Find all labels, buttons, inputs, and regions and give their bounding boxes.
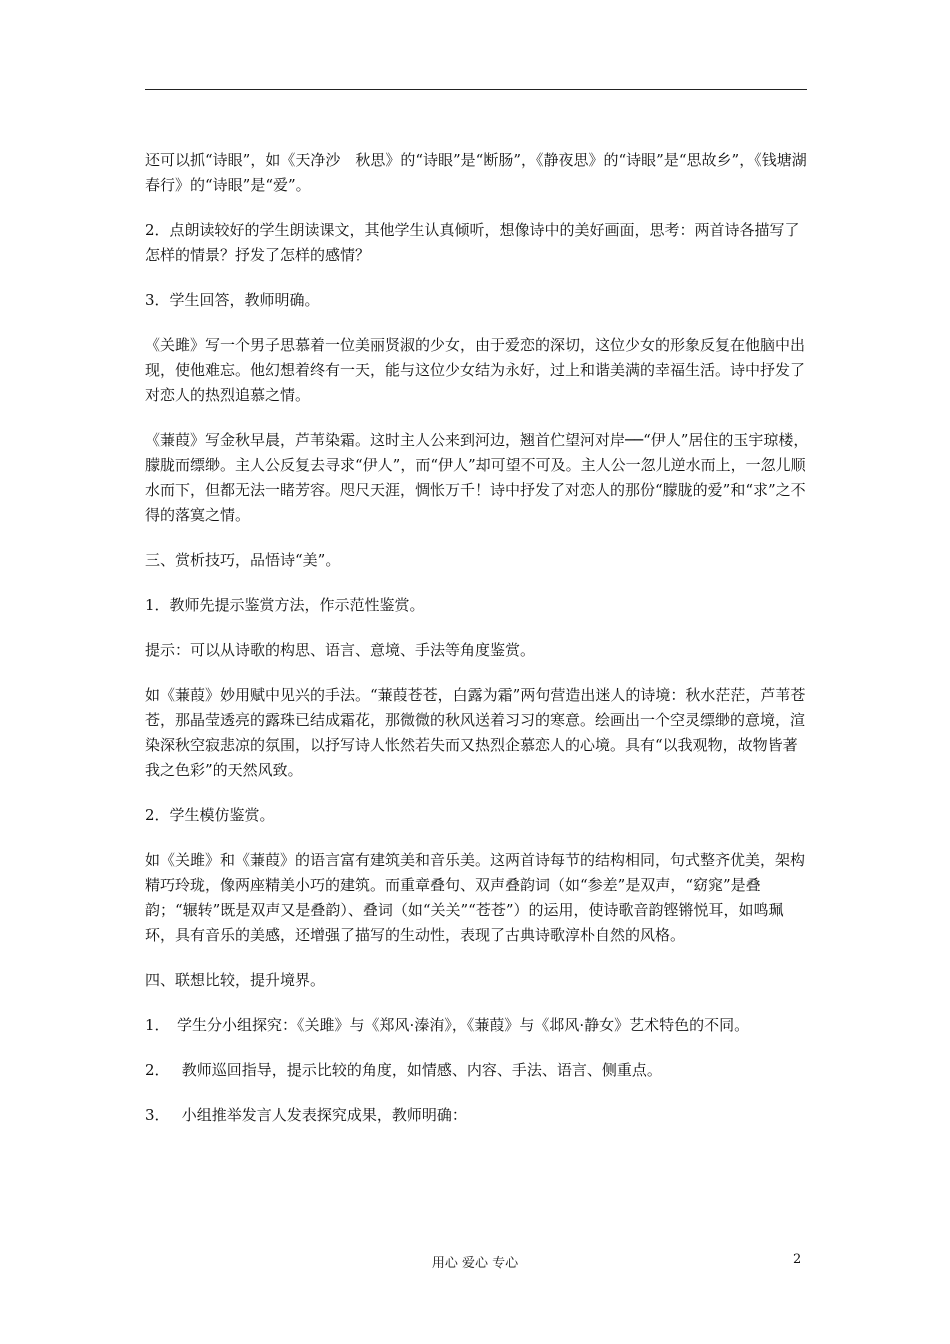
document-body	[145, 148, 809, 1148]
paragraph: 还可以抓“诗眼”，如《天净沙 秋思》的“诗眼”是“断肠”，《静夜思》的“诗眼”是“思故乡”，《钱塘湖春行》的“诗眼”是“爱”。	[145, 151, 807, 194]
list-item: 3． 小组推举发言人发表探究成果，教师明确：	[145, 1106, 467, 1124]
section-heading: 三、赏析技巧，品悟诗“美”。	[145, 551, 341, 569]
paragraph: 如《蒹葭》妙用赋中见兴的手法。“蒹葭苍苍，白露为霜”两句营造出迷人的诗境：秋水茫茫，芦苇苍苍，那晶莹透亮的露珠已结成霜花，那微微的秋风送着习习的寒意。绘画出一个空灵缥缈的意境，渲染深秋空寂悲凉的氛围，以抒写诗人怅然若失而又热烈企慕恋人的心境。具有“以我观物，故物皆著我之色彩”的天然风致。	[145, 686, 806, 779]
paragraph: 《关雎》写一个男子思慕着一位美丽贤淑的少女，由于爱恋的深切，这位少女的形象反复在他脑中出现，使他难忘。他幻想着终有一天，能与这位少女结为永好，过上和谐美满的幸福生活。诗中抒发了对恋人的热烈追慕之情。	[145, 336, 806, 404]
paragraph: 提示：可以从诗歌的构思、语言、意境、手法等角度鉴赏。	[145, 641, 536, 659]
list-item: 2． 教师巡回指导，提示比较的角度，如情感、内容、手法、语言、侧重点。	[145, 1061, 662, 1079]
list-item: 1． 学生分小组探究：《关雎》与《郑风·溱洧》，《蒹葭》与《邶风·静女》艺术特色的不同。	[145, 1016, 750, 1034]
section-heading: 四、联想比较，提升境界。	[145, 971, 326, 989]
paragraph: 2．点朗读较好的学生朗读课文，其他学生认真倾听，想像诗中的美好画面，思考：两首诗各描写了怎样的情景？抒发了怎样的感情？	[145, 221, 800, 264]
paragraph: 2．学生模仿鉴赏。	[145, 806, 275, 824]
paragraph: 如《关雎》和《蒹葭》的语言富有建筑美和音乐美。这两首诗每节的结构相同，句式整齐优美，架构精巧玲珑，像两座精美小巧的建筑。而重章叠句、双声叠韵词（如“参差”是双声，“窈窕”是叠韵；“辗转”既是双声又是叠韵）、叠词（如“关关”“苍苍”）的运用，使诗歌音韵铿锵悦耳，如鸣珮环，具有音乐的美感，还增强了描写的生动性，表现了古典诗歌淳朴自然的风格。	[145, 851, 806, 944]
paragraph: 《蒹葭》写金秋早晨，芦苇染霜。这时主人公来到河边，翘首伫望河对岸──“伊人”居住的玉宇琼楼，朦胧而缥缈。主人公反复去寻求“伊人”，而“伊人”却可望不可及。主人公一忽儿逆水而上，一忽儿顺水而下，但都无法一睹芳容。咫尺天涯，惆怅万千！诗中抒发了对恋人的那份“朦胧的爱”和“求”之不得的落寞之情。	[145, 431, 809, 524]
page-footer	[0, 1252, 950, 1274]
page-number: 2	[793, 1252, 802, 1267]
paragraph: 1．教师先提示鉴赏方法，作示范性鉴赏。	[145, 596, 425, 614]
header-rule	[145, 89, 807, 90]
paragraph: 3．学生回答，教师明确。	[145, 291, 320, 309]
footer-motto: 用心 爱心 专心	[431, 1256, 519, 1271]
